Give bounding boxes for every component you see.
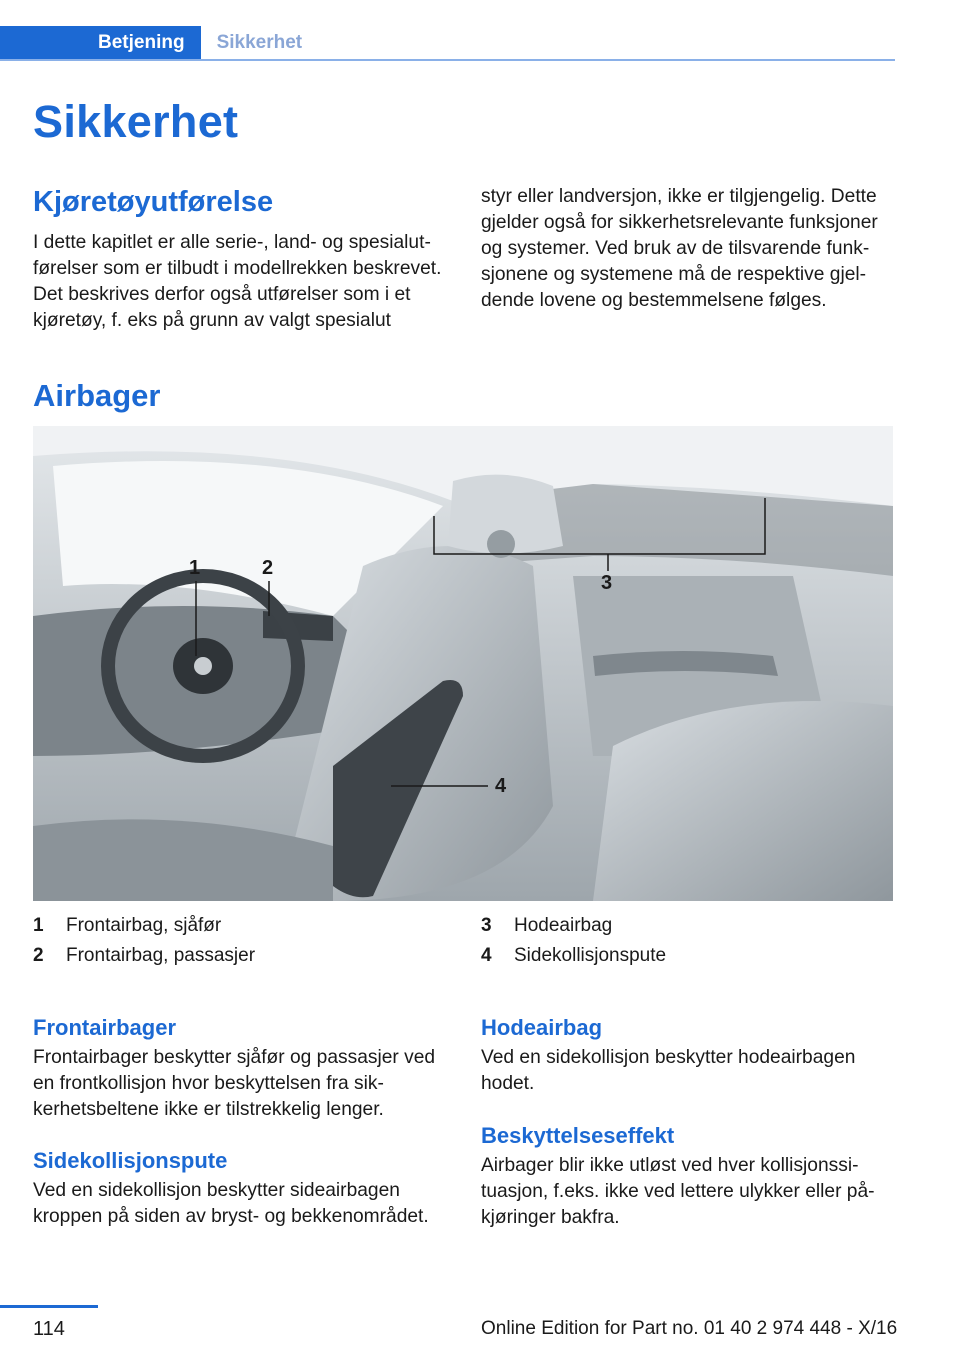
callout-1: 1 (189, 557, 201, 579)
tab-underline (0, 59, 895, 61)
heading-side-airbag: Sidekollisjonspute (33, 1148, 228, 1173)
heading-protection-effect: Beskyttelseseffekt (481, 1123, 675, 1148)
legend-right (481, 911, 666, 971)
legend-number: 3 (481, 915, 492, 936)
page-number-rule (0, 1305, 98, 1308)
heading-vehicle-version: Kjøretøyutførelse (33, 186, 274, 218)
section-protection-effect (481, 1123, 901, 1231)
vehicle-text-right: styr eller landversjon, ikke er tilgjengelig. Dette gjelder også for sikkerhetsrelevante funksjoner og systemer. Ved bruk av de tilsvarende funksjonene og systemene må de respektive gjeldende lovene og bestemmelsene følges. (481, 186, 878, 311)
legend-number: 2 (33, 945, 44, 966)
section-head-airbag (481, 1015, 901, 1097)
section-frontairbags (33, 1015, 453, 1123)
legend-label: Hodeairbag (514, 915, 613, 936)
callout-2: 2 (262, 557, 274, 579)
legend-label: Frontairbag, sjåfør (66, 915, 222, 936)
legend-label: Sidekollisjonspute (514, 945, 667, 966)
page-title: Sikkerhet (33, 96, 239, 147)
heading-head-airbag: Hodeairbag (481, 1015, 603, 1040)
text-head-airbag: Ved en sidekollisjon beskytter hodeairbagen hodet. (481, 1047, 856, 1094)
legend-left (33, 911, 255, 971)
text-protection-effect: Airbager blir ikke utløst ved hver kollisjonssituasjon, f.eks. ikke ved lettere ulykker eller påkjøringer bakfra. (481, 1155, 875, 1228)
chapter-tabs (0, 26, 318, 60)
section-side-airbag (33, 1148, 453, 1230)
airbag-illustration (33, 426, 893, 901)
heading-airbags: Airbager (33, 378, 161, 413)
callout-3: 3 (601, 572, 613, 594)
callout-4: 4 (495, 775, 507, 797)
legend-number: 1 (33, 915, 44, 936)
text-side-airbag: Ved en sidekollisjon beskytter sideairbagen kroppen på siden av bryst- og bekkenområdet. (33, 1180, 429, 1227)
legend-item (481, 941, 666, 971)
legend-item (33, 911, 255, 941)
legend-item (481, 911, 666, 941)
tab-sikkerhet[interactable]: Sikkerhet (216, 32, 303, 53)
vehicle-text-left: I dette kapitlet er alle serie-, land- og spesialutførelser som er tilbudt i modellrekken beskrevet. Det beskrives derfor også utførelser som i et kjøretøy, f. eks på grunn av valgt spesialut (33, 232, 442, 331)
text-frontairbags: Frontairbager beskytter sjåfør og passasjer ved en frontkollisjon hvor beskyttelsen fra sikkerhetsbeltene ikke er tilstrekkelig lenger. (33, 1047, 436, 1120)
page-number: 114 (33, 1318, 65, 1340)
tab-betjening[interactable]: Betjening (0, 26, 201, 60)
legend-number: 4 (481, 945, 492, 966)
legend-label: Frontairbag, passasjer (66, 945, 256, 966)
car-interior-drawing (33, 426, 893, 901)
heading-frontairbags: Frontairbager (33, 1015, 177, 1040)
edition-footer: Online Edition for Part no. 01 40 2 974 448 - X/16 (481, 1318, 898, 1339)
legend-item (33, 941, 255, 971)
